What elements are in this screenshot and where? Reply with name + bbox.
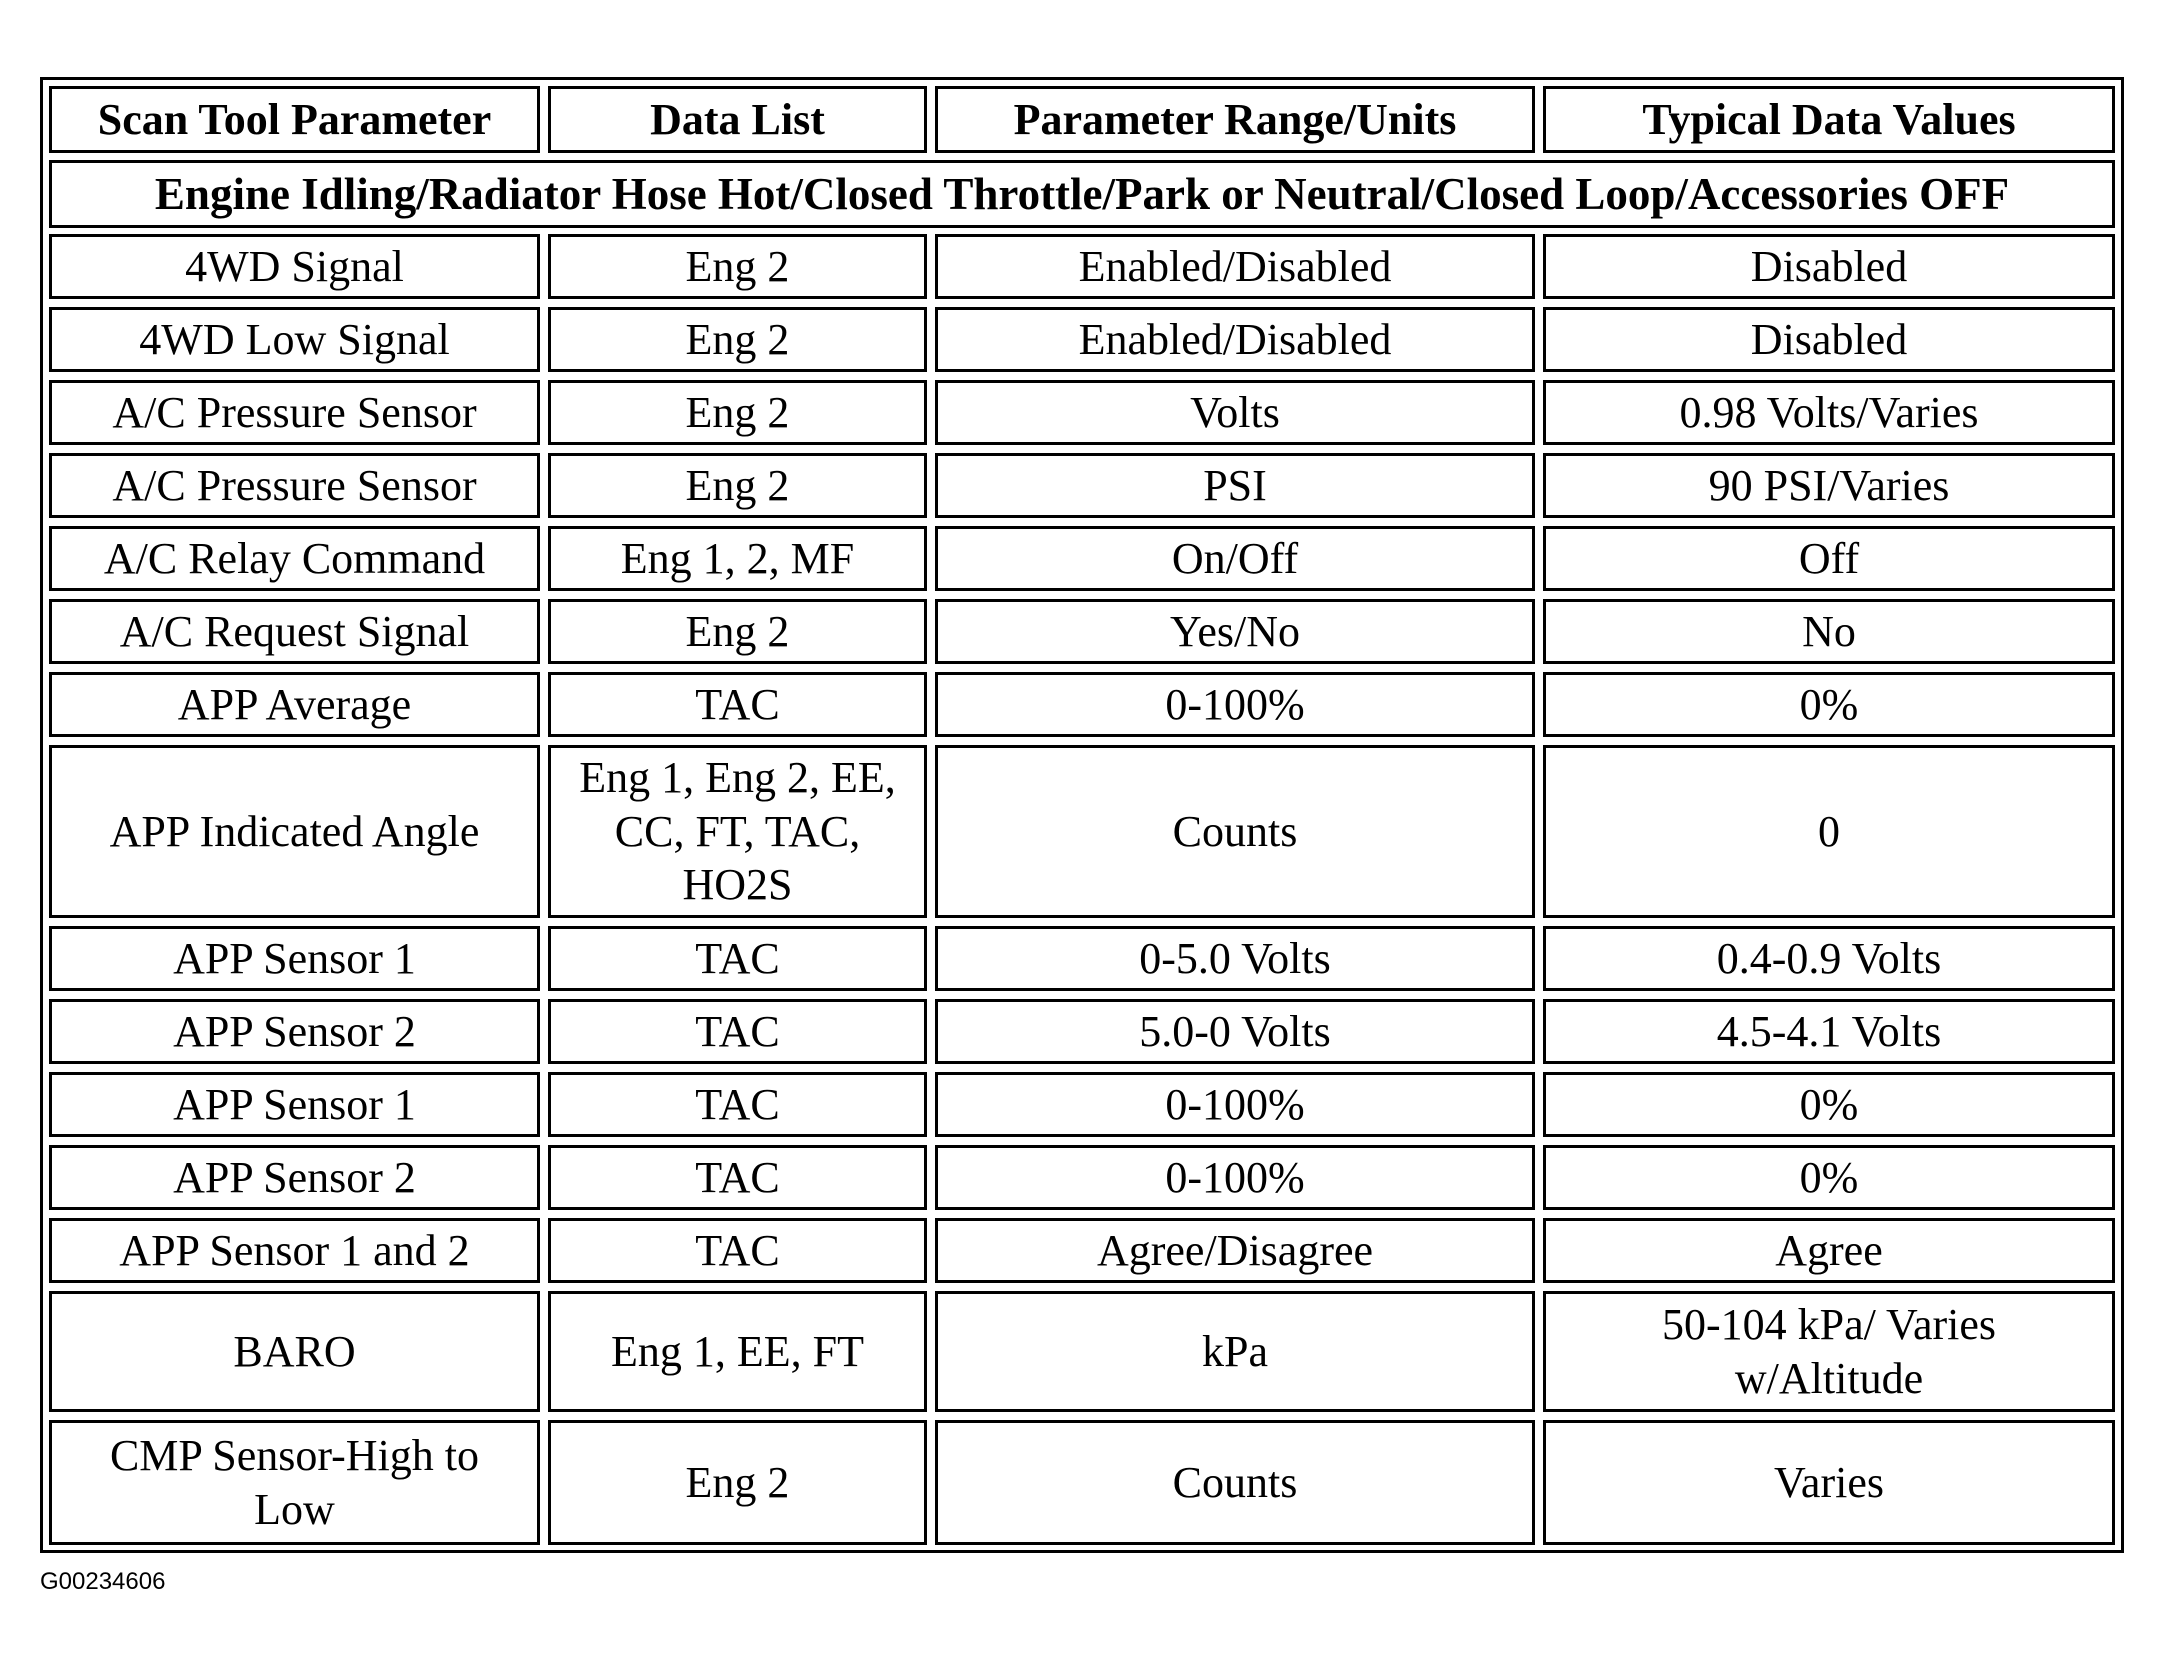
table-cell-parameter: APP Sensor 1 [49,1072,540,1137]
table-cell-range-units: Yes/No [935,599,1535,664]
table-cell-parameter: APP Indicated Angle [49,745,540,918]
table-cell-typical-value: Disabled [1543,234,2115,299]
table-cell-typical-value: 0% [1543,672,2115,737]
table-cell-range-units: Volts [935,380,1535,445]
table-cell-range-units: 0-100% [935,1145,1535,1210]
figure-code: G00234606 [40,1568,166,1595]
condition-banner: Engine Idling/Radiator Hose Hot/Closed Throttle/Park or Neutral/Closed Loop/Accessories OFF [49,160,2115,228]
table-cell-typical-value: 0% [1543,1145,2115,1210]
table-cell-parameter: APP Sensor 1 [49,926,540,991]
table-cell-range-units: Agree/Disagree [935,1218,1535,1283]
table-cell-range-units: PSI [935,453,1535,518]
table-cell-parameter: APP Sensor 1 and 2 [49,1218,540,1283]
table-cell-data-list: TAC [548,1072,927,1137]
table-cell-typical-value: No [1543,599,2115,664]
table-cell-data-list: Eng 1, 2, MF [548,526,927,591]
table-cell-data-list: TAC [548,672,927,737]
table-cell-range-units: On/Off [935,526,1535,591]
table-cell-parameter: APP Sensor 2 [49,1145,540,1210]
table-cell-data-list: TAC [548,926,927,991]
table-cell-parameter: BARO [49,1291,540,1412]
table-cell-range-units: 0-5.0 Volts [935,926,1535,991]
table-cell-data-list: TAC [548,999,927,1064]
table-cell-typical-value: Disabled [1543,307,2115,372]
table-cell-typical-value: 0.98 Volts/Varies [1543,380,2115,445]
table-cell-parameter: A/C Request Signal [49,599,540,664]
table-cell-data-list: TAC [548,1145,927,1210]
table-cell-range-units: 0-100% [935,1072,1535,1137]
table-cell-parameter: APP Sensor 2 [49,999,540,1064]
table-cell-typical-value: Agree [1543,1218,2115,1283]
table-cell-data-list: Eng 2 [548,599,927,664]
table-cell-typical-value: Off [1543,526,2115,591]
column-header-parameter: Scan Tool Parameter [49,86,540,153]
table-cell-parameter: 4WD Signal [49,234,540,299]
table-cell-data-list: Eng 2 [548,307,927,372]
table-cell-parameter: A/C Pressure Sensor [49,453,540,518]
column-header-range-units: Parameter Range/Units [935,86,1535,153]
table-cell-data-list: Eng 1, EE, FT [548,1291,927,1412]
table-cell-data-list: Eng 2 [548,453,927,518]
table-cell-range-units: Counts [935,1420,1535,1545]
table-cell-range-units: Enabled/Disabled [935,234,1535,299]
table-cell-typical-value: 0 [1543,745,2115,918]
table-cell-range-units: 0-100% [935,672,1535,737]
table-cell-parameter: APP Average [49,672,540,737]
column-header-typical-values: Typical Data Values [1543,86,2115,153]
table-cell-parameter: 4WD Low Signal [49,307,540,372]
table-cell-data-list: Eng 2 [548,234,927,299]
table-cell-data-list: Eng 2 [548,380,927,445]
table-cell-data-list: Eng 1, Eng 2, EE, CC, FT, TAC, HO2S [548,745,927,918]
table-cell-range-units: 5.0-0 Volts [935,999,1535,1064]
table-cell-typical-value: Varies [1543,1420,2115,1545]
table-cell-typical-value: 90 PSI/Varies [1543,453,2115,518]
table-cell-range-units: Enabled/Disabled [935,307,1535,372]
table-cell-typical-value: 50-104 kPa/ Varies w/Altitude [1543,1291,2115,1412]
table-cell-data-list: TAC [548,1218,927,1283]
table-cell-typical-value: 0% [1543,1072,2115,1137]
table-cell-range-units: Counts [935,745,1535,918]
column-header-data-list: Data List [548,86,927,153]
table-cell-parameter: CMP Sensor-High to Low [49,1420,540,1545]
table-cell-range-units: kPa [935,1291,1535,1412]
table-cell-data-list: Eng 2 [548,1420,927,1545]
table-cell-parameter: A/C Pressure Sensor [49,380,540,445]
table-cell-typical-value: 0.4-0.9 Volts [1543,926,2115,991]
table-cell-typical-value: 4.5-4.1 Volts [1543,999,2115,1064]
table-cell-parameter: A/C Relay Command [49,526,540,591]
